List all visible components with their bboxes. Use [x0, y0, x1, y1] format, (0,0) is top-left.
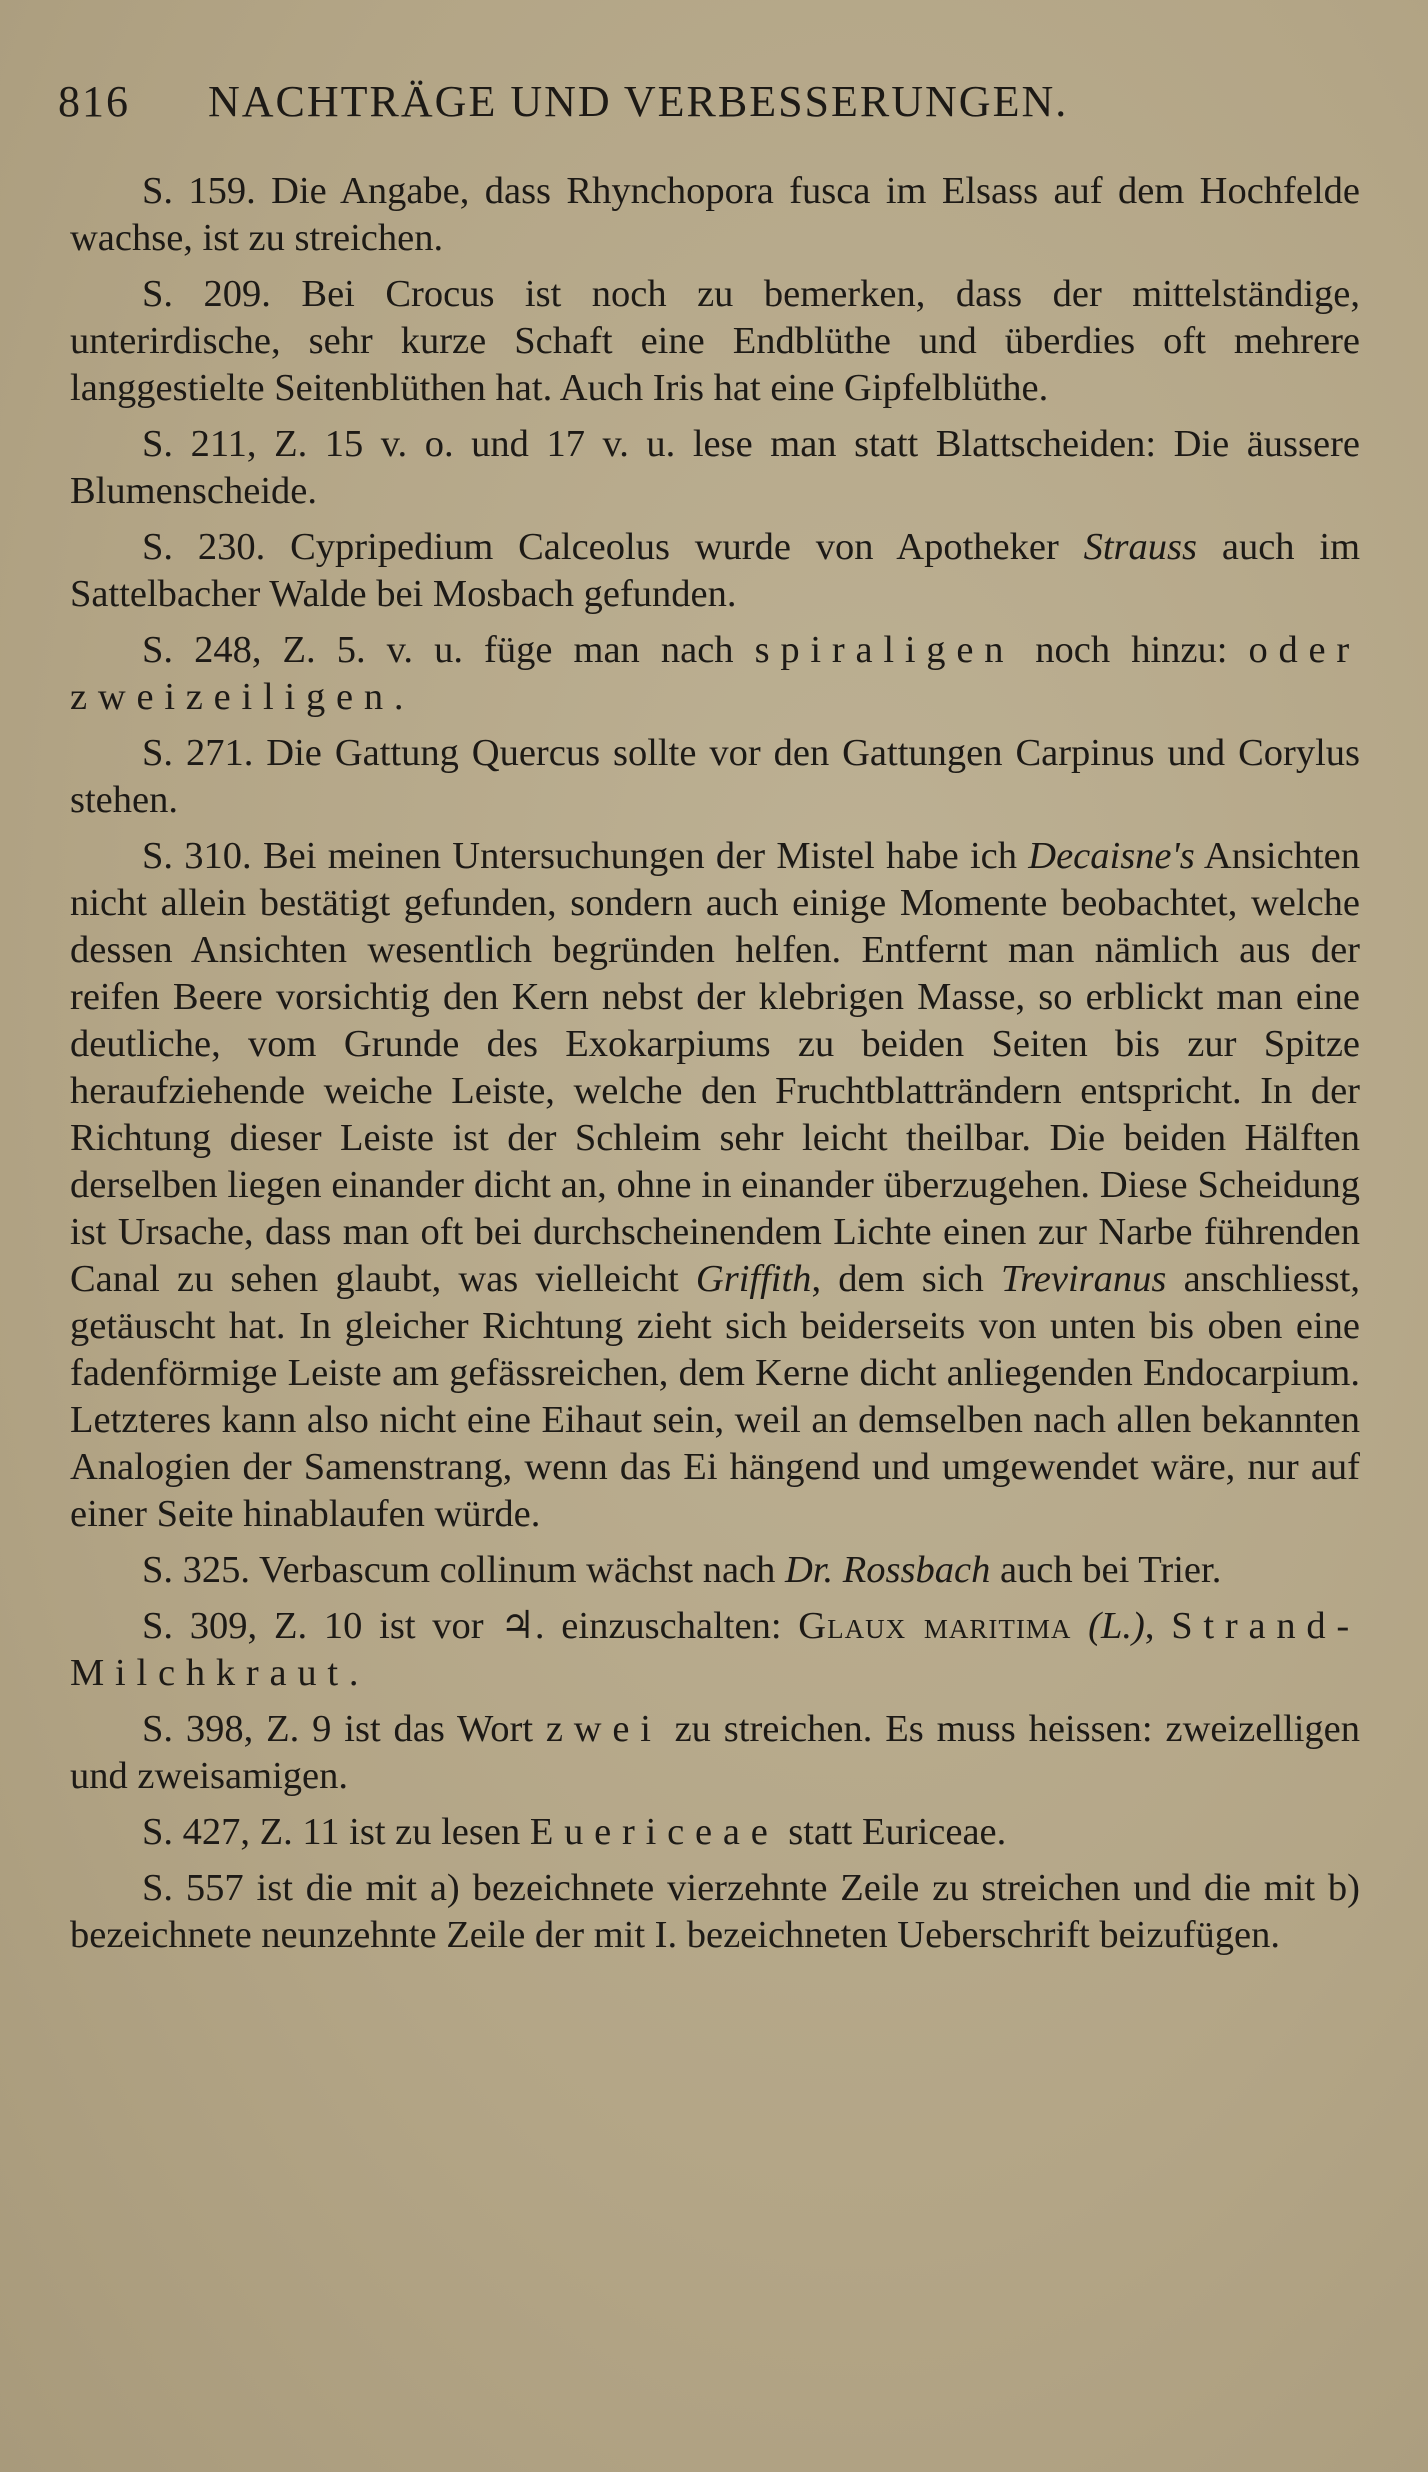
entry-ref: S. 159.: [142, 170, 256, 212]
page-number: 816: [58, 77, 130, 126]
entry-ref: S. 248, Z. 5. v. u.: [142, 629, 463, 671]
species-name: Glaux maritima: [798, 1605, 1072, 1647]
entry-s309: [70, 1603, 1360, 1697]
entry-text: ist vor ♃. einzuschalten:: [379, 1605, 782, 1647]
entry-text: zu streichen. Es muss heissen: zweizelligen und zweisamigen.: [70, 1708, 1361, 1797]
entry-ref: S. 427, Z. 11: [142, 1811, 340, 1853]
entry-text: Cypripedium Calceolus wurde von Apotheker: [290, 526, 1059, 568]
person-name: Decaisne's: [1028, 835, 1195, 877]
entry-ref: S. 271.: [142, 732, 254, 774]
entry-s325: [70, 1547, 1360, 1594]
person-name: Griffith: [695, 1258, 812, 1300]
entry-s211: [70, 421, 1360, 515]
entry-s557: [70, 1865, 1360, 1959]
entry-text: noch hinzu:: [1035, 629, 1228, 671]
spaced-term: oder zweizeiligen.: [70, 629, 1361, 718]
entry-ref: S. 557: [142, 1867, 244, 1909]
entry-text: statt Euriceae.: [788, 1811, 1007, 1853]
spaced-term: Strand-Milchkraut.: [70, 1605, 1361, 1694]
entry-s209: [70, 271, 1360, 412]
person-name: Treviranus: [1000, 1258, 1167, 1300]
entry-text: Die Gattung Quercus sollte vor den Gattungen Carpinus und Corylus stehen.: [70, 732, 1361, 821]
text-body: [70, 168, 1360, 1968]
entry-text: auch im Sattelbacher Walde bei Mosbach gefunden.: [70, 526, 1361, 615]
entry-text: anschliesst, getäuscht hat. In gleicher Richtung zieht sich beiderseits von unten bis oben eine fadenförmige Leiste am gefässreichen, dem Kerne dicht anliegenden Endocarpium. Letzteres kann also nicht eine Eihaut sein, weil an demselben nach allen bekannten Analogien der Samenstrang, wenn das Ei hängend und umgewendet wäre, nur auf einer Seite hinablaufen würde.: [70, 1258, 1360, 1535]
entry-text: Bei Crocus ist noch zu bemerken, dass der mittelständige, unterirdische, sehr kurze Schaft eine Endblüthe und überdies oft mehrere langgestielte Seitenblüthen hat. Auch Iris hat eine Gipfelblüthe.: [70, 273, 1360, 409]
spaced-term: spiraligen: [754, 629, 1015, 671]
spaced-term: zwei: [545, 1708, 662, 1750]
entry-text: ist das Wort: [344, 1708, 534, 1750]
spaced-term: Euericeae: [529, 1811, 779, 1853]
entry-ref: S. 209.: [142, 273, 271, 315]
entry-s271: [70, 730, 1360, 824]
running-head: [58, 76, 1358, 136]
entry-text: Ansichten nicht allein bestätigt gefunden, sondern auch einige Momente beobachtet, welche dessen Ansichten wesentlich begründen helfen. Entfernt man nämlich aus der reifen Beere vorsichtig den Kern nebst der klebrigen Masse, so erblickt man eine deutliche, vom Grunde des Exokarpiums zu beiden Seiten bis zur Spitze heraufziehende weiche Leiste, welche den Fruchtblatträndern entspricht. In der Richtung dieser Leiste ist der Schleim sehr leicht theilbar. Die beiden Hälften derselben liegen einander dicht an, ohne in einander überzugehen. Diese Scheidung ist Ursache, dass man oft bei durchscheinendem Lichte einen zur Narbe führenden Canal zu sehen glaubt, was vielleicht: [70, 835, 1360, 1300]
entry-ref: S. 230.: [142, 526, 266, 568]
entry-s310: [70, 833, 1360, 1538]
entry-text: füge man nach: [484, 629, 734, 671]
entry-ref: S. 309, Z. 10: [142, 1605, 363, 1647]
entry-text: ,: [1144, 1605, 1155, 1647]
entry-ref: S. 398, Z. 9: [142, 1708, 332, 1750]
person-name: Strauss: [1083, 526, 1198, 568]
entry-s248: [70, 627, 1360, 721]
entry-s230: [70, 524, 1360, 618]
entry-ref: S. 325.: [142, 1549, 251, 1591]
entry-text: Verbascum collinum wächst nach: [258, 1549, 776, 1591]
entry-text: Bei meinen Untersuchungen der Mistel habe ich: [262, 835, 1017, 877]
entry-text: ist die mit a) bezeichnete vierzehnte Zeile zu streichen und die mit b) bezeichnete neunzehnte Zeile der mit I. bezeichneten Ueberschrift beizufügen.: [70, 1867, 1361, 1956]
entry-ref: S. 211, Z. 15 v. o. und 17 v. u.: [142, 423, 676, 465]
entry-text: ist zu lesen: [349, 1811, 521, 1853]
entry-ref: S. 310.: [142, 835, 252, 877]
entry-s398: [70, 1706, 1360, 1800]
entry-text: Die Angabe, dass Rhynchopora fusca im Elsass auf dem Hochfelde wachse, ist zu streichen.: [70, 170, 1360, 259]
entry-s427: [70, 1809, 1360, 1856]
entry-s159: [70, 168, 1360, 262]
entry-text: auch bei Trier.: [999, 1549, 1222, 1591]
person-name: Dr. Rossbach: [785, 1549, 991, 1591]
entry-text: , dem sich: [811, 1258, 984, 1300]
running-title: NACHTRÄGE UND VERBESSERUNGEN.: [208, 77, 1069, 126]
entry-text: lese man statt Blattscheiden: Die äussere Blumenscheide.: [70, 423, 1361, 512]
author-abbrev: (L.): [1088, 1605, 1145, 1647]
